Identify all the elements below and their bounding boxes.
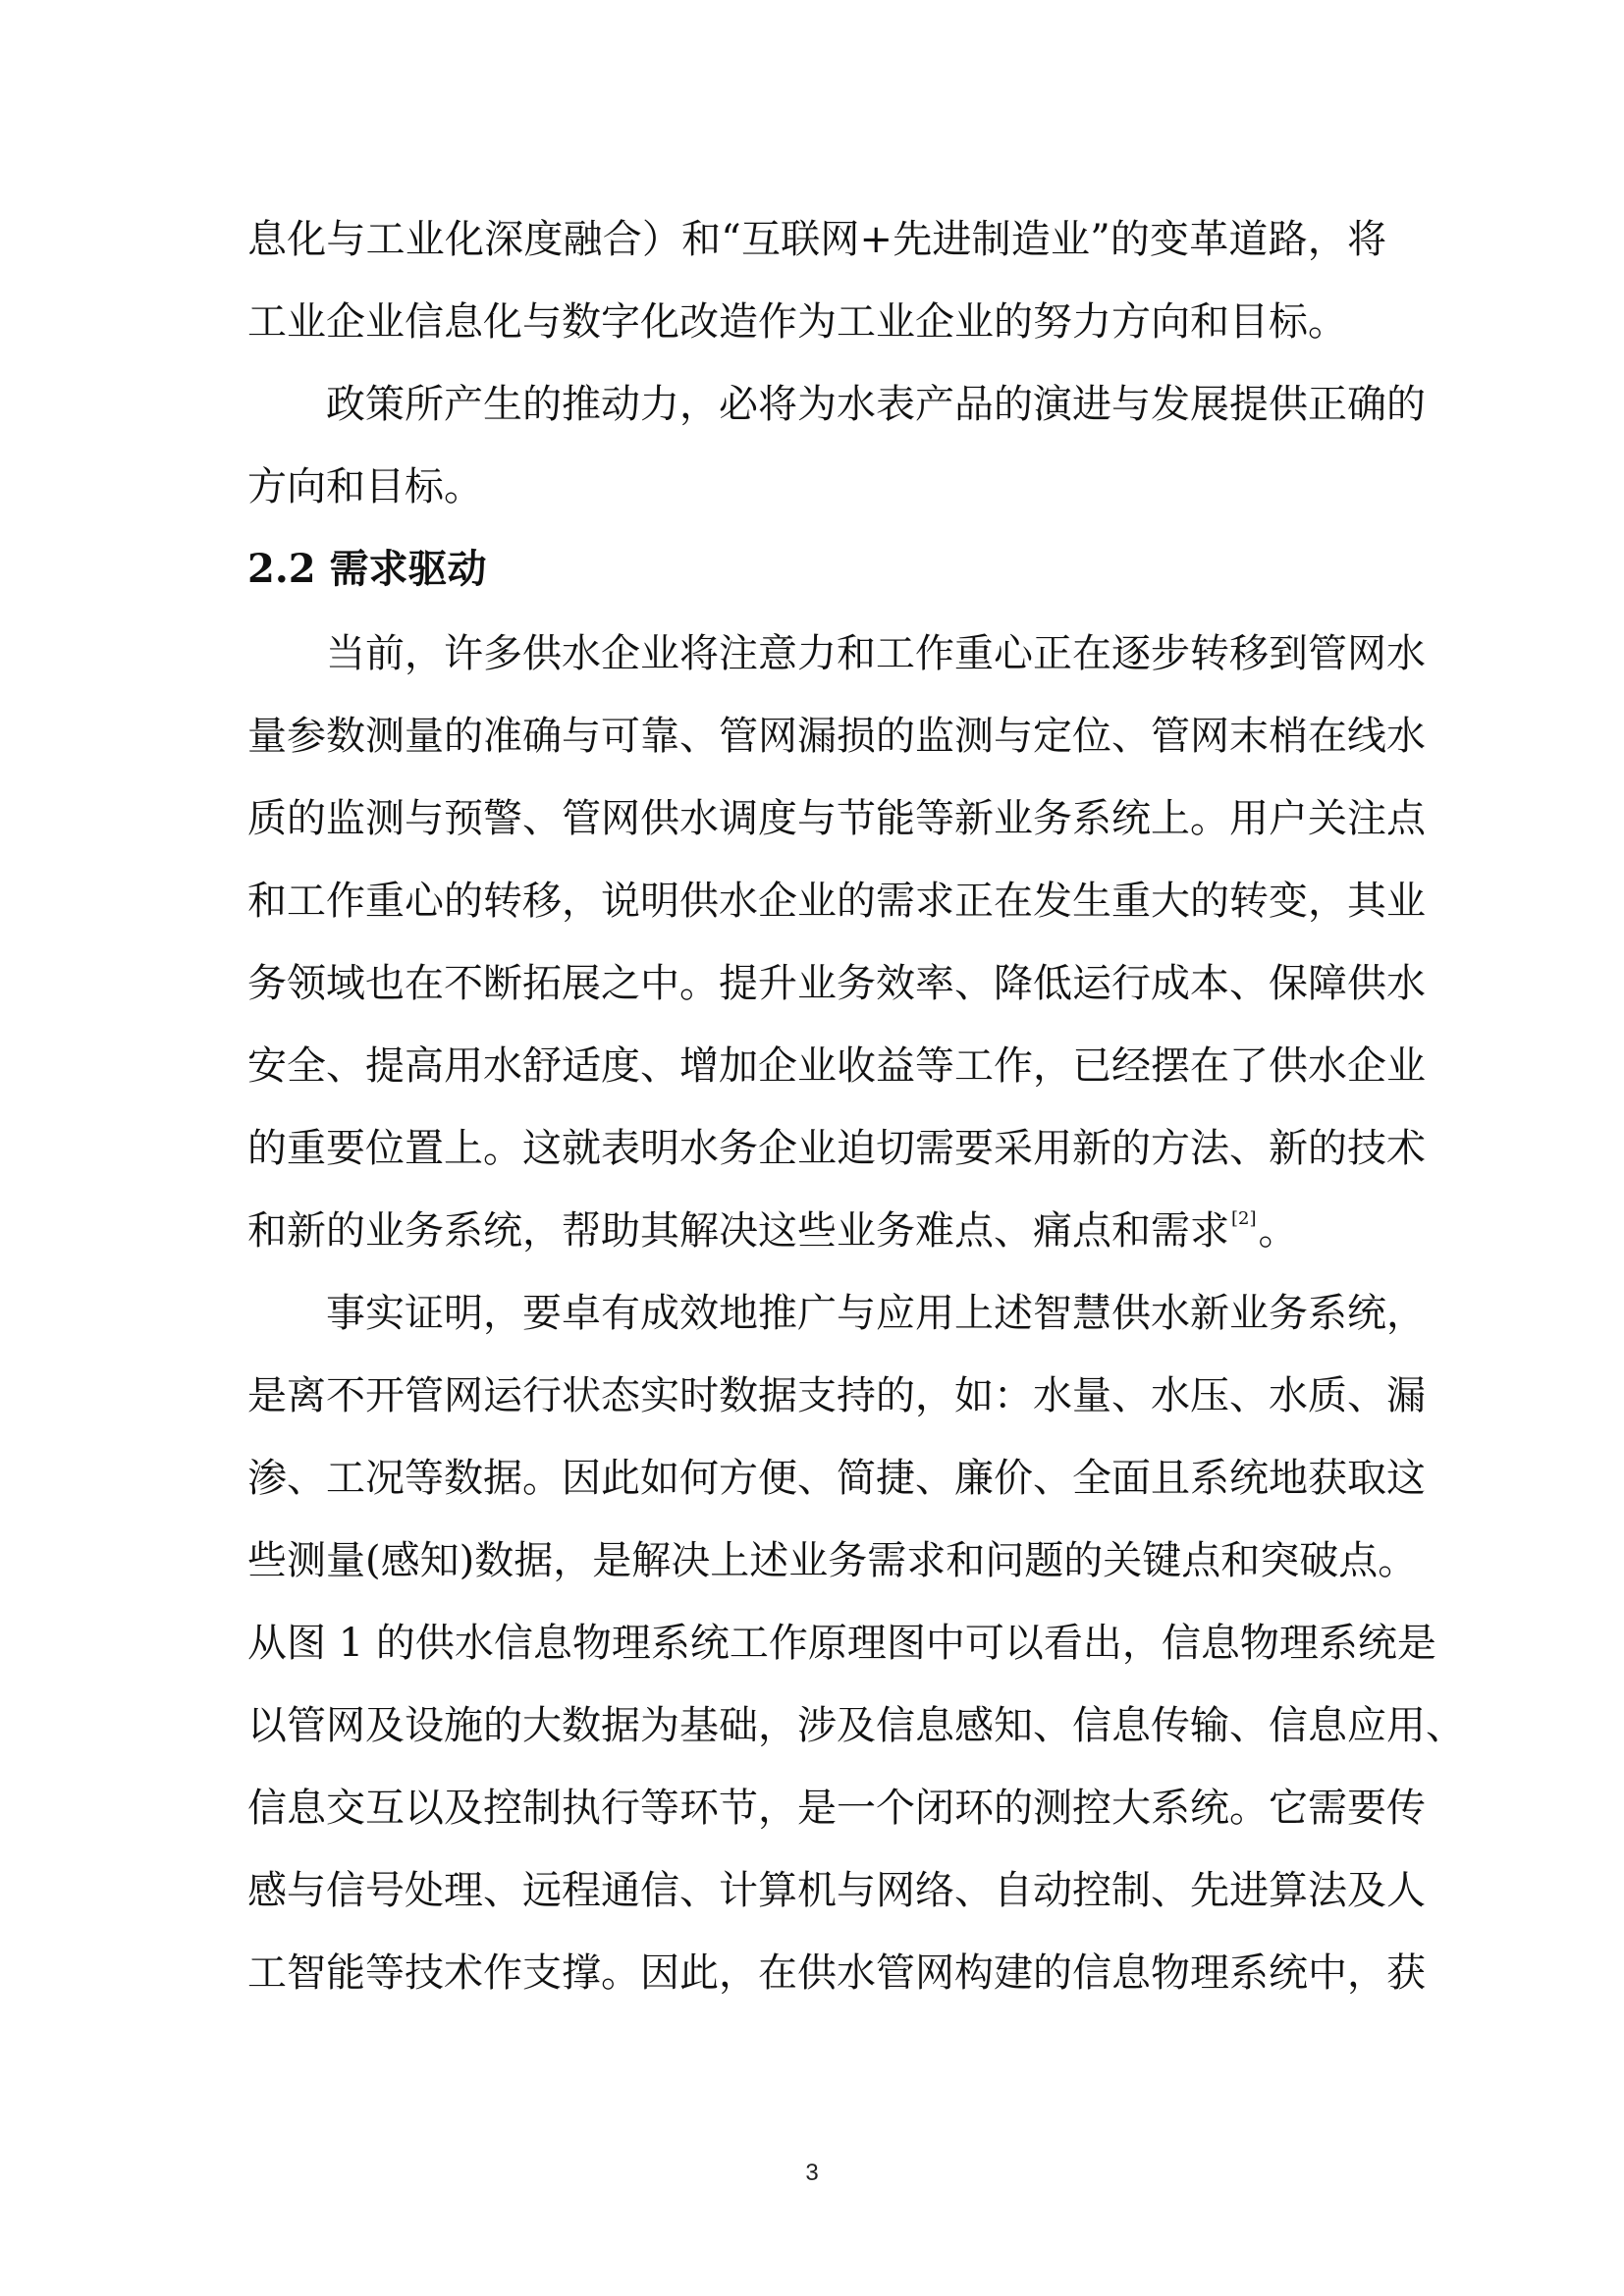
body-text-line: 些测量(感知)数据，是解决上述业务需求和问题的关键点和突破点。 <box>247 1538 1418 1583</box>
body-text-line: 和工作重心的转移，说明供水企业的需求正在发生重大的转变，其业 <box>247 879 1426 924</box>
body-text-line: 政策所产生的推动力，必将为水表产品的演进与发展提供正确的 <box>326 382 1426 427</box>
body-text-line: 感与信号处理、远程通信、计算机与网络、自动控制、先进算法及人 <box>247 1868 1426 1913</box>
body-text-line: 的重要位置上。这就表明水务企业迫切需要采用新的方法、新的技术 <box>247 1126 1426 1171</box>
section-heading: 2.2 需求驱动 <box>247 546 487 592</box>
document-body <box>247 208 1465 2024</box>
body-text-line: 息化与工业化深度融合）和“互联网+先进制造业”的变革道路，将 <box>247 217 1386 262</box>
body-text-line: 渗、工况等数据。因此如何方便、简捷、廉价、全面且系统地获取这 <box>247 1456 1426 1501</box>
body-text-line: 安全、提高用水舒适度、增加企业收益等工作，已经摆在了供水企业 <box>247 1043 1426 1089</box>
body-text-line-with-citation <box>247 1200 1386 1262</box>
body-text-segment: 和新的业务系统，帮助其解决这些业务难点、痛点和需求 <box>247 1208 1229 1254</box>
body-text-line: 务领域也在不断拓展之中。提升业务效率、降低运行成本、保障供水 <box>247 961 1426 1006</box>
body-text-line: 量参数测量的准确与可靠、管网漏损的监测与定位、管网末梢在线水 <box>247 714 1426 759</box>
body-text-line: 工智能等技术作支撑。因此，在供水管网构建的信息物理系统中，获 <box>247 1950 1426 1996</box>
body-text-line: 信息交互以及控制执行等环节，是一个闭环的测控大系统。它需要传 <box>247 1786 1426 1831</box>
body-text-line: 事实证明，要卓有成效地推广与应用上述智慧供水新业务系统， <box>326 1291 1426 1336</box>
body-text-line: 从图 1 的供水信息物理系统工作原理图中可以看出，信息物理系统是 <box>247 1621 1436 1666</box>
body-text-line: 方向和目标。 <box>247 464 483 509</box>
body-text-line: 质的监测与预警、管网供水调度与节能等新业务系统上。用户关注点 <box>247 796 1426 841</box>
body-text-line: 是离不开管网运行状态实时数据支持的，如：水量、水压、水质、漏 <box>247 1373 1426 1418</box>
body-text-line: 工业企业信息化与数字化改造作为工业企业的努力方向和目标。 <box>247 299 1347 345</box>
page-number: 3 <box>805 2160 819 2186</box>
citation-reference: [2] <box>1231 1208 1257 1229</box>
body-text-segment: 。 <box>1258 1208 1298 1254</box>
body-text-line: 以管网及设施的大数据为基础，涉及信息感知、信息传输、信息应用、 <box>247 1703 1465 1748</box>
body-text-line: 当前，许多供水企业将注意力和工作重心正在逐步转移到管网水 <box>326 631 1426 676</box>
